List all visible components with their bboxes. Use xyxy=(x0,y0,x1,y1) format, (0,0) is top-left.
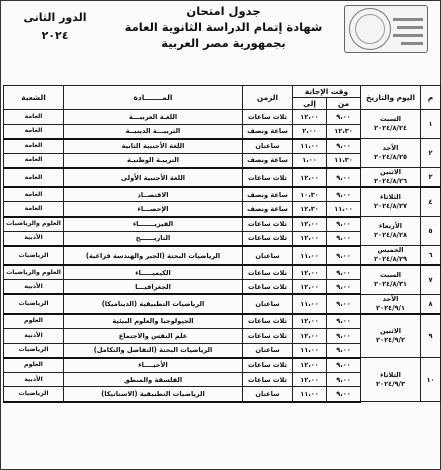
end-time: ١٢،٠٠ xyxy=(293,329,327,344)
day-name: الخميس xyxy=(377,246,404,255)
exam-date: ٢٠٢٤/٨/٢٤ xyxy=(374,124,408,133)
duration: ثلاث ساعات xyxy=(243,314,293,329)
exam-date: ٢٠٢٤/٨/٢٨ xyxy=(374,231,408,240)
day-date-cell xyxy=(361,217,421,246)
day-name: الأربعاء xyxy=(379,222,403,231)
start-time: ٩،٠٠ xyxy=(327,314,361,329)
header-time-window: وقت الإجابة xyxy=(293,86,361,98)
exam-year: ٢٠٢٤ xyxy=(41,29,69,42)
header-subject: المـــــــادة xyxy=(64,86,243,110)
subject: الأحيــــاء xyxy=(64,358,243,373)
section: العامة xyxy=(4,187,64,202)
duration: ساعة ونصف xyxy=(243,202,293,217)
day-name: الثلاثاء xyxy=(380,193,401,202)
section: الأدبية xyxy=(4,280,64,295)
end-time: ١٢،٠٠ xyxy=(293,110,327,125)
section: العلوم والرياضيات xyxy=(4,265,64,280)
section: العامة xyxy=(4,110,64,125)
day-name: الثلاثاء xyxy=(380,370,401,379)
subject: الإحصـــاء xyxy=(64,202,243,217)
exam-date: ٢٠٢٤/٨/٢٥ xyxy=(374,153,408,162)
end-time: ١٢،٣٠ xyxy=(293,202,327,217)
schedule-table xyxy=(3,85,441,403)
start-time: ٩،٠٠ xyxy=(327,168,361,188)
exam-date: ٢٠٢٤/٩/١ xyxy=(376,303,405,312)
header-to: إلى xyxy=(293,98,327,110)
day-date-cell xyxy=(361,110,421,139)
start-time: ٩،٠٠ xyxy=(327,372,361,387)
day-date-cell xyxy=(361,246,421,266)
end-time: ١٢،٠٠ xyxy=(293,358,327,373)
subject: الاقتصــاد xyxy=(64,187,243,202)
subject: الجغرافيـــا xyxy=(64,280,243,295)
subject: التربيـــة الدينيــة xyxy=(64,124,243,139)
start-time: ٩،٠٠ xyxy=(327,110,361,125)
exam-date: ٢٠٢٤/٨/٢٩ xyxy=(374,255,408,264)
start-time: ٩،٠٠ xyxy=(327,231,361,246)
duration: ثلاث ساعات xyxy=(243,217,293,232)
section: الأدبية xyxy=(4,231,64,246)
subject: الرياضيات البحتة (الجبر والهندسة فراغية) xyxy=(64,246,243,266)
table-row xyxy=(4,265,441,280)
subject: الكيميـــــاء xyxy=(64,265,243,280)
title-line-2: شهادة إتمام الدراسة الثانوية العامة xyxy=(124,20,323,34)
section: الرياضيات xyxy=(4,294,64,314)
section: العامة xyxy=(4,139,64,154)
start-time: ٩،٠٠ xyxy=(327,139,361,154)
section: العلوم xyxy=(4,314,64,329)
day-name: السبت xyxy=(379,271,402,280)
subject: الجيولوجيا والعلوم البيئية xyxy=(64,314,243,329)
header-section: الشعبة xyxy=(4,86,64,110)
subject: التاريــــــخ xyxy=(64,231,243,246)
end-time: ١٢،٠٠ xyxy=(293,280,327,295)
day-number: ٧ xyxy=(421,265,441,294)
duration: ثلاث ساعات xyxy=(243,168,293,188)
duration: ساعتان xyxy=(243,246,293,266)
header-from: من xyxy=(327,98,361,110)
start-time: ١١،٣٠ xyxy=(327,153,361,168)
start-time: ٩،٠٠ xyxy=(327,358,361,373)
section: الرياضيات xyxy=(4,387,64,402)
start-time: ٩،٠٠ xyxy=(327,343,361,358)
ministry-seal-logo xyxy=(344,5,428,53)
start-time: ١٢،٣٠ xyxy=(327,124,361,139)
round-label: الدور الثانى xyxy=(23,11,87,24)
table-row xyxy=(4,314,441,329)
duration: ثلاث ساعات xyxy=(243,231,293,246)
day-number: ٩ xyxy=(421,314,441,358)
start-time: ٩،٠٠ xyxy=(327,187,361,202)
duration: ثلاث ساعات xyxy=(243,280,293,295)
document-header xyxy=(1,1,441,63)
end-time: ١٢،٠٠ xyxy=(293,314,327,329)
start-time: ٩،٠٠ xyxy=(327,294,361,314)
duration: ثلاث ساعات xyxy=(243,265,293,280)
title-line-3: بجمهورية مصر العربية xyxy=(161,36,286,50)
table-row xyxy=(4,187,441,202)
table-row xyxy=(4,168,441,188)
day-name: السبت xyxy=(379,115,402,124)
exam-date: ٢٠٢٤/٨/٣١ xyxy=(374,280,408,289)
day-number: ١ xyxy=(421,110,441,139)
duration: ساعتان xyxy=(243,294,293,314)
duration: ساعتان xyxy=(243,343,293,358)
exam-date: ٢٠٢٤/٨/٢٧ xyxy=(374,202,408,211)
section: العلوم xyxy=(4,358,64,373)
duration: ساعة ونصف xyxy=(243,187,293,202)
day-date-cell xyxy=(361,265,421,294)
start-time: ٩،٠٠ xyxy=(327,329,361,344)
day-number: ٥ xyxy=(421,217,441,246)
day-date-cell xyxy=(361,168,421,188)
subject: التربيـة الوطنيـة xyxy=(64,153,243,168)
duration: ساعة ونصف xyxy=(243,124,293,139)
start-time: ٩،٠٠ xyxy=(327,265,361,280)
start-time: ٩،٠٠ xyxy=(327,217,361,232)
exam-date: ٢٠٢٤/٩/٢ xyxy=(376,336,405,345)
duration: ثلاث ساعات xyxy=(243,372,293,387)
section: العامة xyxy=(4,202,64,217)
section: العامة xyxy=(4,124,64,139)
table-row xyxy=(4,139,441,154)
section: الرياضيات xyxy=(4,246,64,266)
duration: ثلاث ساعات xyxy=(243,110,293,125)
start-time: ١١،٠٠ xyxy=(327,202,361,217)
day-number: ٨ xyxy=(421,294,441,314)
subject: الرياضيات التطبيقية (الاستاتيكا) xyxy=(64,387,243,402)
end-time: ٢،٠٠ xyxy=(293,124,327,139)
document-title xyxy=(111,3,336,51)
table-row xyxy=(4,110,441,125)
header-no: م xyxy=(421,86,441,110)
exam-date: ٢٠٢٤/٨/٢٦ xyxy=(374,177,408,186)
start-time: ٩،٠٠ xyxy=(327,387,361,402)
schedule-body xyxy=(4,110,441,402)
subject: الفلسفة والمنطق xyxy=(64,372,243,387)
end-time: ١،٠٠ xyxy=(293,153,327,168)
table-row xyxy=(4,217,441,232)
duration: ساعتان xyxy=(243,139,293,154)
end-time: ١٢،٠٠ xyxy=(293,168,327,188)
duration: ساعة ونصف xyxy=(243,153,293,168)
section: الرياضيات xyxy=(4,343,64,358)
day-name: الاثنين xyxy=(380,327,401,336)
day-date-cell xyxy=(361,294,421,314)
subject: الرياضيات البحتة (التفاضل والتكامل) xyxy=(64,343,243,358)
section: الأدبية xyxy=(4,372,64,387)
day-name: الأحد xyxy=(382,294,399,303)
subject: اللغـة العربيـــة xyxy=(64,110,243,125)
end-time: ١٢،٠٠ xyxy=(293,372,327,387)
end-time: ١١،٠٠ xyxy=(293,139,327,154)
header-duration: الزمن xyxy=(243,86,293,110)
end-time: ١١،٠٠ xyxy=(293,387,327,402)
section: الأدبية xyxy=(4,329,64,344)
duration: ساعتان xyxy=(243,387,293,402)
subject: اللغة الأجنبية الثانية xyxy=(64,139,243,154)
day-date-cell xyxy=(361,139,421,168)
duration: ثلاث ساعات xyxy=(243,358,293,373)
end-time: ١٢،٠٠ xyxy=(293,265,327,280)
exam-round xyxy=(15,9,95,45)
table-row xyxy=(4,358,441,373)
subject: علم النفس والاجتماع xyxy=(64,329,243,344)
end-time: ١١،٠٠ xyxy=(293,246,327,266)
table-row xyxy=(4,246,441,266)
day-name: الاثنين xyxy=(380,168,401,177)
day-date-cell xyxy=(361,187,421,216)
section: العامة xyxy=(4,168,64,188)
day-number: ٤ xyxy=(421,187,441,216)
end-time: ١١،٠٠ xyxy=(293,343,327,358)
day-date-cell xyxy=(361,314,421,358)
title-line-1: جدول امتحان xyxy=(186,4,261,18)
subject: اللغة الأجنبية الأولى xyxy=(64,168,243,188)
subject: الرياضيات التطبيقية (الديناميكا) xyxy=(64,294,243,314)
day-number: ٢ xyxy=(421,139,441,168)
header-day-date: اليوم والتاريخ xyxy=(361,86,421,110)
day-number: ٦ xyxy=(421,246,441,266)
day-name: الأحد xyxy=(382,144,399,153)
table-row xyxy=(4,294,441,314)
day-date-cell xyxy=(361,358,421,402)
subject: الفيزيـــــــاء xyxy=(64,217,243,232)
end-time: ١٢،٠٠ xyxy=(293,217,327,232)
end-time: ١٢،٠٠ xyxy=(293,231,327,246)
start-time: ٩،٠٠ xyxy=(327,246,361,266)
day-number: ١٠ xyxy=(421,358,441,402)
end-time: ١٠،٣٠ xyxy=(293,187,327,202)
day-number: ٣ xyxy=(421,168,441,188)
start-time: ٩،٠٠ xyxy=(327,280,361,295)
exam-date: ٢٠٢٤/٩/٣ xyxy=(376,379,405,388)
section: العلوم والرياضيات xyxy=(4,217,64,232)
section: العامة xyxy=(4,153,64,168)
duration: ثلاث ساعات xyxy=(243,329,293,344)
end-time: ١١،٠٠ xyxy=(293,294,327,314)
